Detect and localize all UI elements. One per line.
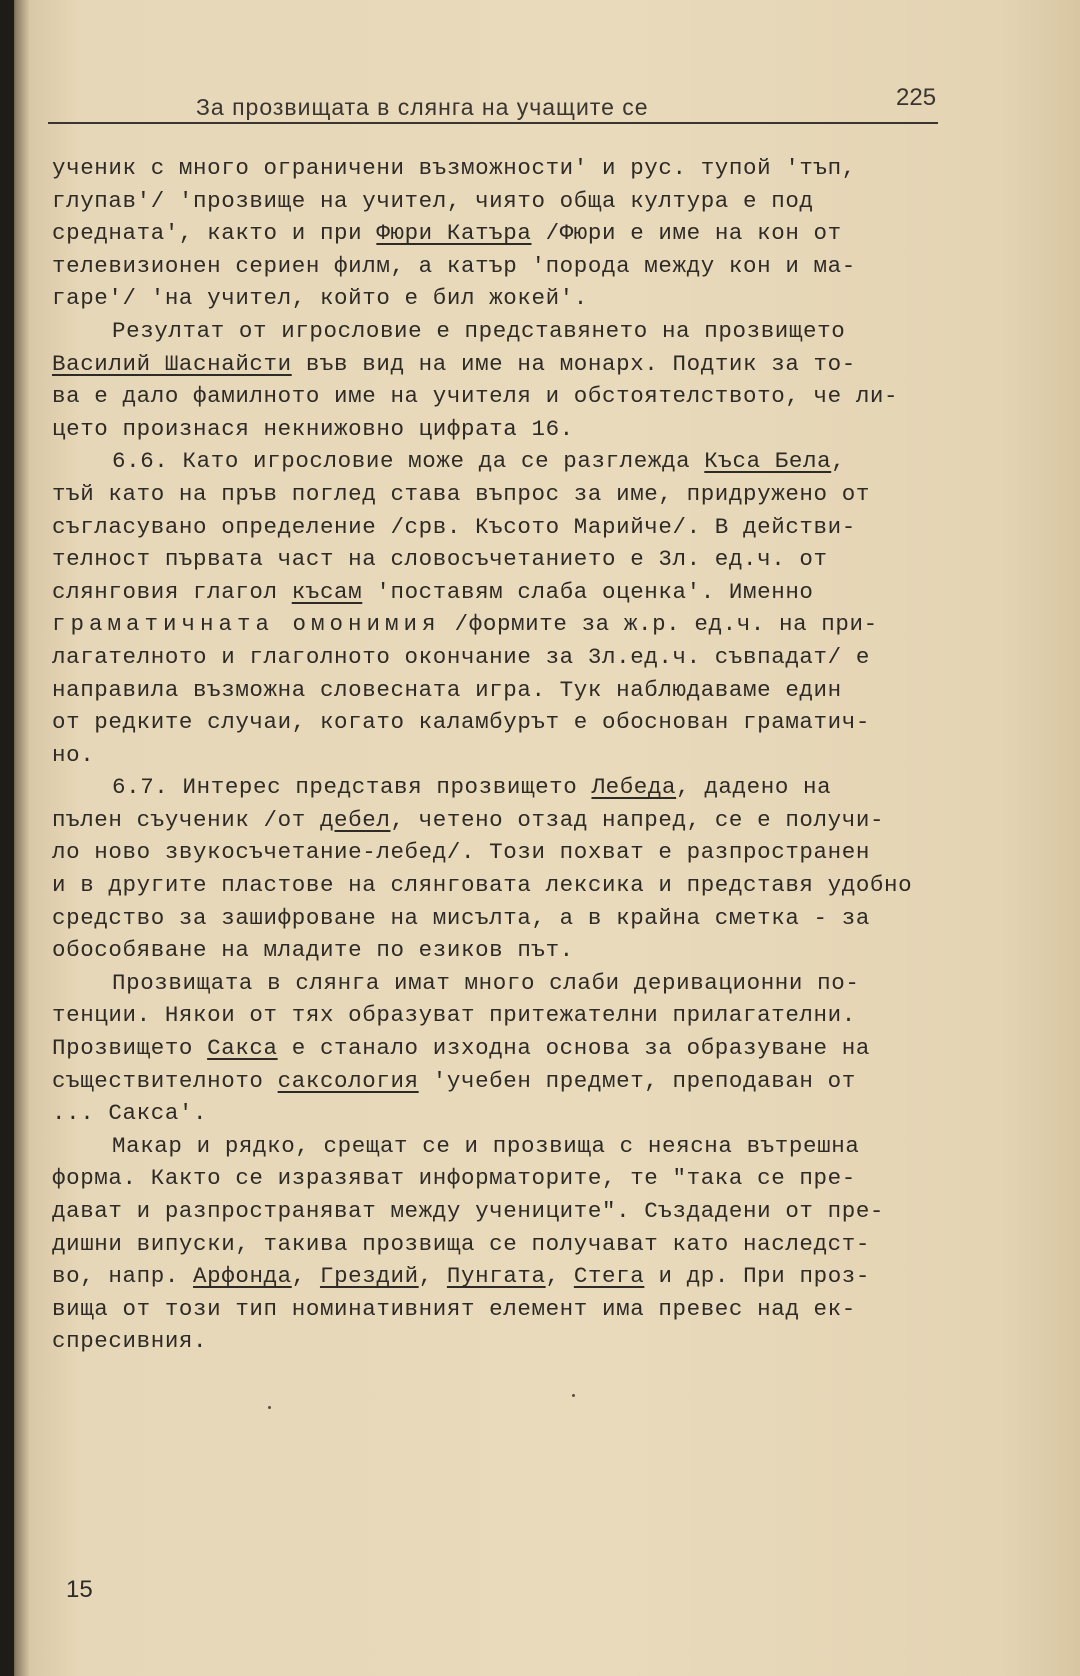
running-header-title: За прозвищата в слянга на учащите се [196, 94, 649, 120]
text-line: ва е дало фамилното име на учителя и обстоятелството, че ли- [52, 383, 899, 410]
nickname-term: Лебеда [591, 774, 677, 801]
text-line: телевизионен сериен филм, а катър 'порода между кон и ма- [52, 252, 856, 279]
text-line: ученик с много ограничени възможности' и рус. тупой 'тъп, [52, 155, 856, 181]
text-line: средство за зашифроване на мисълта, а в крайна сметка - за [52, 904, 870, 931]
section-6-7-start: 6.7. Интерес представя прозвището Лебеда, дадено на [112, 774, 832, 801]
text-line: съществителното саксология 'учебен предмет, преподаван от [52, 1067, 856, 1094]
page-number: 225 [896, 84, 937, 111]
text-line: и в другите пластове на слянговата лексика и представя удобно [52, 872, 913, 899]
paper-speck [268, 1406, 271, 1409]
section-6-6-start: 6.6. Като игрословие може да се разглежда Къса Бела, [112, 448, 846, 475]
nickname-term: Фюри Катъра [376, 220, 532, 247]
text-line: во, напр. Арфонда, Грездий, Пунгата, Стега и др. При проз- [52, 1263, 870, 1290]
text-line: съгласувано определение /срв. Късото Марийче/. В действи- [52, 513, 856, 540]
text-line: форма. Както се изразяват информаторите, те "така се пре- [52, 1165, 856, 1192]
text-line: средната', както и при Фюри Катъра /Фюри е име на кон от [52, 220, 842, 247]
running-header [48, 84, 948, 124]
text-line: цето произнася некнижовно цифрата 16. [52, 415, 574, 442]
source-word: дебел [319, 806, 391, 833]
text-line: Василий Шаснайсти във вид на име на монарх. Подтик за то- [52, 350, 856, 377]
nickname-term: Сакса [207, 1035, 278, 1062]
paragraph-start: Прозвищата в слянга имат много слаби деривационни по- [112, 969, 860, 996]
paragraph-start: Макар и рядко, срещат се и прозвища с неясна вътрешна [112, 1132, 860, 1159]
text-line: ло ново звукосъчетание-лебед/. Този похват е разпространен [52, 839, 870, 866]
header-rule [48, 122, 938, 124]
text-line: слянговия глагол късам 'поставям слаба оценка'. Именно [52, 578, 814, 605]
text-line: направила възможна словесната игра. Тук наблюдаваме един [52, 676, 842, 703]
text-line: лагателното и глаголното окончание за 3л.ед.ч. съвпадат/ е [52, 643, 870, 670]
text-line: гаре'/ 'на учител, който е бил жокей'. [52, 285, 588, 312]
text-line: граматичната омонимия /формите за ж.р. ед.ч. на при- [52, 611, 878, 638]
text-line: вища от този тип номинативният елемент има превес над ек- [52, 1295, 856, 1322]
nickname-term: Къса Бела [704, 448, 832, 475]
emphasized-term: граматичната омонимия [52, 611, 441, 638]
text-line: Прозвището Сакса е станало изходна основа за образуване на [52, 1035, 870, 1062]
nickname-term: Арфонда [193, 1263, 292, 1290]
text-line: телност първата част на словосъчетанието е 3л. ед.ч. от [52, 546, 828, 573]
signature-mark: 15 [66, 1576, 93, 1603]
text-line: пълен съученик /от дебел, четено отзад напред, се е получи- [52, 806, 885, 833]
text-line: дишни випуски, такива прозвища се получават като наследст- [52, 1230, 870, 1257]
text-line: спресивния. [52, 1328, 208, 1355]
nickname-term: Грездий [319, 1263, 419, 1290]
text-line: ... Сакса'. [52, 1100, 208, 1127]
text-line: глупав'/ 'прозвище на учител, чиято обща култура е под [52, 187, 814, 214]
text-line: тъй като на пръв поглед става въпрос за име, придружено от [52, 480, 870, 507]
text-line: тенции. Някои от тях образуват притежателни прилагателни. [52, 1002, 856, 1029]
paper-speck [572, 1394, 575, 1397]
nickname-term: Пунгата [446, 1263, 546, 1290]
nickname-term: Василий Шаснайсти [52, 350, 292, 377]
nickname-term: Стега [573, 1263, 645, 1290]
text-line: дават и разпространяват между учениците". Създадени от пре- [52, 1198, 885, 1224]
slang-term: късам [291, 578, 363, 605]
text-line: обособяване на младите по езиков път. [52, 937, 574, 964]
derived-term: саксология [277, 1067, 419, 1094]
text-line: но. [52, 741, 95, 768]
paragraph-start: Резултат от игрословие е представянето на прозвището [112, 317, 846, 344]
body-text [52, 152, 972, 1358]
text-line: от редките случаи, когато каламбурът е обоснован граматич- [52, 709, 870, 736]
book-binding-edge [0, 0, 14, 1676]
